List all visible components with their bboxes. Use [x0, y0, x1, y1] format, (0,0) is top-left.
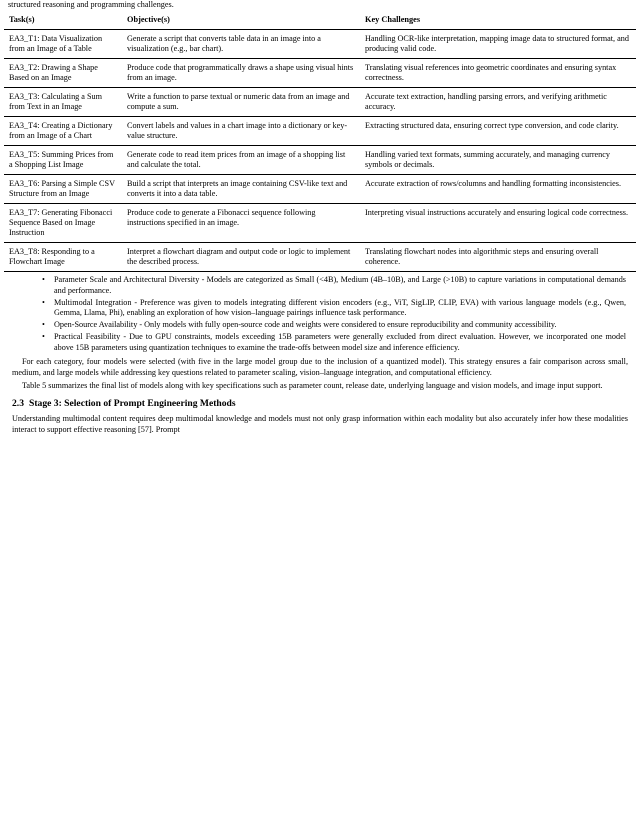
list-item: • Practical Feasibility - Due to GPU constraints, models exceeding 15B parameters were generally excluded from direct evaluation. However, we incorporated one model above 15B parameters using quantization techniques to examine the trade-offs between model size and inference efficiency. [38, 332, 636, 353]
objective-cell: Produce code to generate a Fibonacci sequence following instructions specified in an image. [122, 204, 360, 243]
task-id-cell: EA3_T5: Summing Prices from a Shopping List Image [4, 146, 122, 175]
challenges-cell: Accurate text extraction, handling parsing errors, and verifying arithmetic accuracy. [360, 88, 636, 117]
task-id-cell: EA3_T4: Creating a Dictionary from an Image of a Chart [4, 117, 122, 146]
challenges-cell: Interpreting visual instructions accurately and ensuring logical code correctness. [360, 204, 636, 243]
paragraph-model-selection: For each category, four models were selected (with five in the large model group due to the inclusion of a quantized model). This strategy ensures a fair comparison across small, medium, and large models while addressing key questions related to parameter scaling, vision–language integration, and computational efficiency. [12, 357, 628, 378]
task-table [4, 11, 636, 272]
objective-cell: Convert labels and values in a chart image into a dictionary or key-value structure. [122, 117, 360, 146]
task-id-cell: EA3_T7: Generating Fibonacci Sequence Based on Image Instruction [4, 204, 122, 243]
objective-cell: Generate code to read item prices from an image of a shopping list and calculate the total. [122, 146, 360, 175]
task-id-cell: EA3_T1: Data Visualization from an Image of a Table [4, 30, 122, 59]
table-row [4, 117, 636, 146]
section-heading [12, 398, 628, 410]
table-row [4, 243, 636, 272]
column-header-objectives: Objective(s) [127, 14, 170, 24]
section-title: Stage 3: Selection of Prompt Engineering Methods [29, 398, 236, 410]
task-id-cell: EA3_T8: Responding to a Flowchart Image [4, 243, 122, 272]
table-row [4, 30, 636, 59]
challenges-cell: Translating flowchart nodes into algorithmic steps and ensuring overall coherence. [360, 243, 636, 272]
objective-cell: Write a function to parse textual or numeric data from an image and compute a sum. [122, 88, 360, 117]
continuation-text: structured reasoning and programming challenges. [8, 0, 174, 9]
table-header-row [4, 11, 636, 29]
criteria-bullet-list [4, 275, 636, 353]
table-row [4, 59, 636, 88]
list-item: • Multimodal Integration - Preference was given to models integrating different vision encoders (e.g., ViT, SigLIP, CLIP, EVA) with various language models (e.g., Qwen, Gemma, Llama, Phi), enabling an exploration of how vision–language pairings influence task performance. [38, 298, 636, 319]
paragraph-prompt-engineering: Understanding multimodal content requires deep multimodal knowledge and models must not only grasp information within each modality but also accurately infer how these modalities interact to support effective reasoning [57]. Prompt [12, 414, 628, 434]
column-header-tasks: Task(s) [9, 14, 35, 24]
task-id-cell: EA3_T6: Parsing a Simple CSV Structure from an Image [4, 175, 122, 204]
task-id-cell: EA3_T3: Calculating a Sum from Text in an Image [4, 88, 122, 117]
table-row [4, 146, 636, 175]
objective-cell: Interpret a flowchart diagram and output code or logic to implement the described process. [122, 243, 360, 272]
challenges-cell: Handling varied text formats, summing accurately, and managing currency symbols or decimals. [360, 146, 636, 175]
objective-cell: Build a script that interprets an image containing CSV-like text and converts it into a data table. [122, 175, 360, 204]
challenges-cell: Handling OCR-like interpretation, mapping image data to structured format, and producing valid code. [360, 30, 636, 59]
list-item: • Open-Source Availability - Only models with fully open-source code and weights were considered to ensure reproducibility and community accessibility. [38, 320, 636, 331]
table-row [4, 175, 636, 204]
objective-cell: Generate a script that converts table data in an image into a visualization (e.g., bar chart). [122, 30, 360, 59]
list-item: • Parameter Scale and Architectural Diversity - Models are categorized as Small (<4B), Medium (4B–10B), and Large (>10B) to capture variations in computational demands and performance. [38, 275, 636, 296]
challenges-cell: Extracting structured data, ensuring correct type conversion, and code clarity. [360, 117, 636, 146]
table-row [4, 204, 636, 243]
challenges-cell: Accurate extraction of rows/columns and handling formatting inconsistencies. [360, 175, 636, 204]
paragraph-table5-summary: Table 5 summarizes the final list of models along with key specifications such as parameter count, release date, underlying language and vision models, and image input support. [22, 380, 603, 390]
column-header-challenges: Key Challenges [365, 14, 421, 24]
challenges-cell: Translating visual references into geometric coordinates and ensuring syntax correctness. [360, 59, 636, 88]
task-id-cell: EA3_T2: Drawing a Shape Based on an Image [4, 59, 122, 88]
section-number: 2.3 [12, 398, 24, 410]
objective-cell: Produce code that programmatically draws a shape using visual hints from an image. [122, 59, 360, 88]
table-row [4, 88, 636, 117]
